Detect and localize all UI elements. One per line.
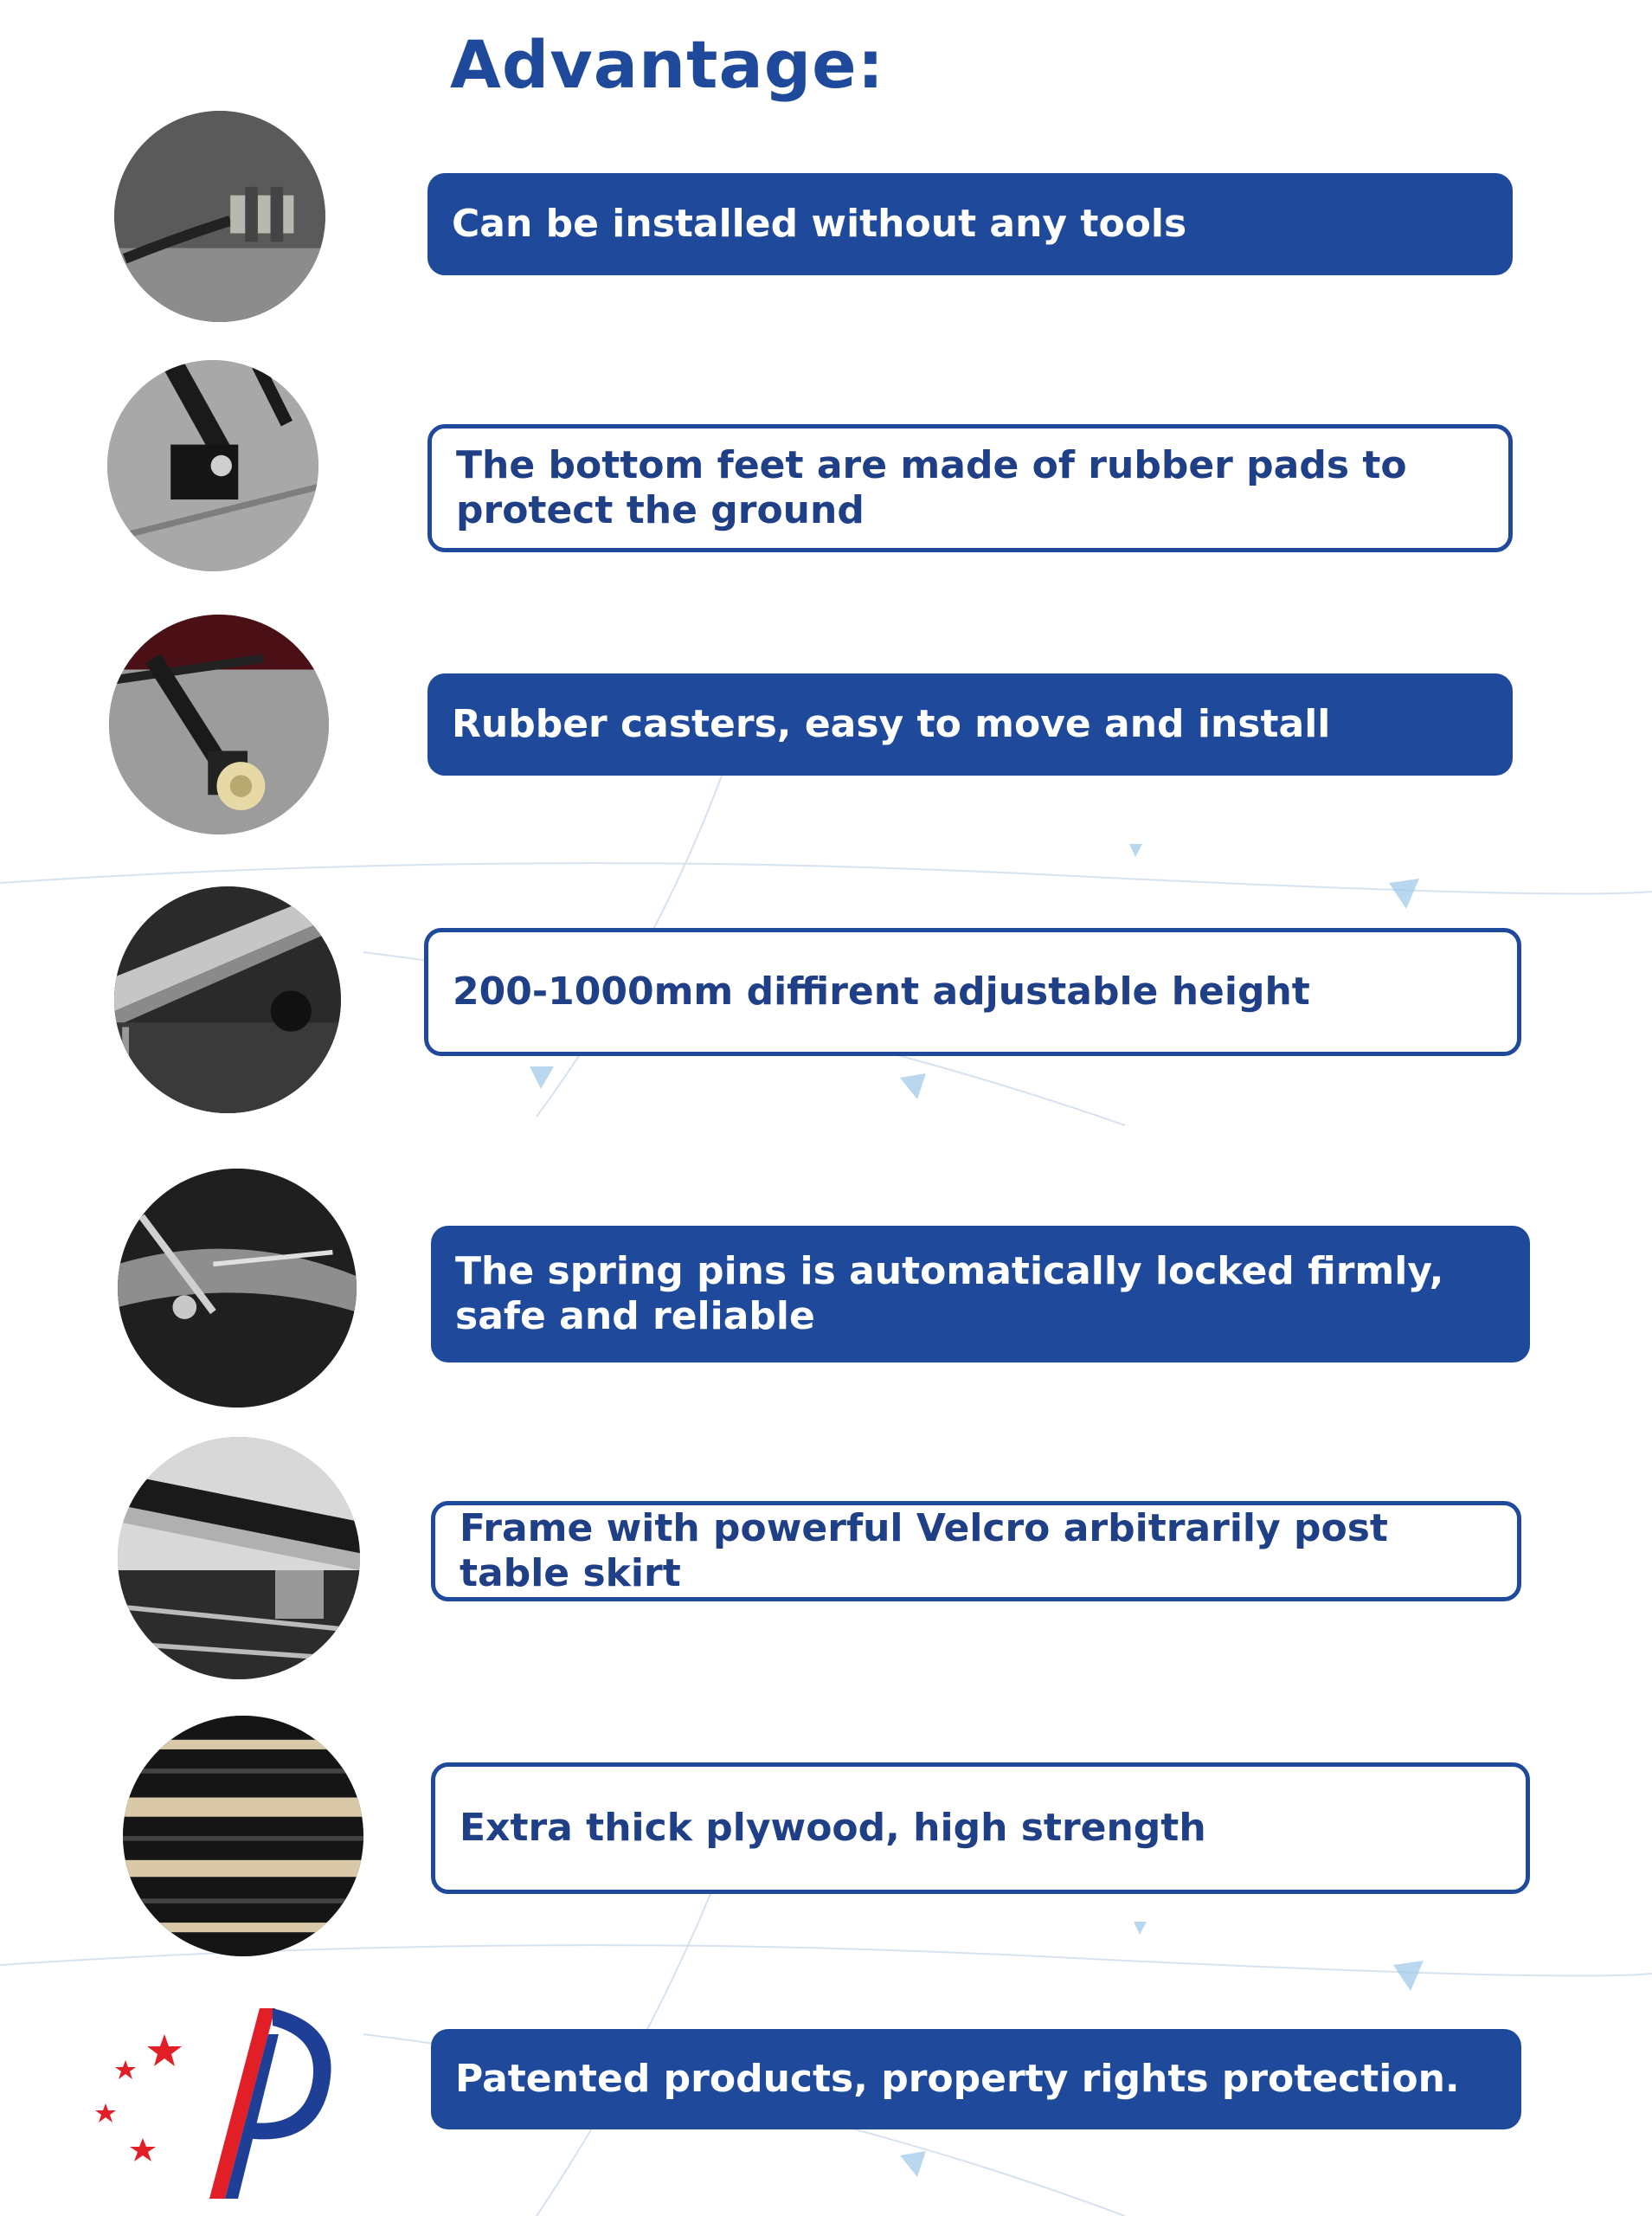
feature-box-rubber-casters: Rubber casters, easy to move and install [427,673,1513,776]
feature-box-spring-pins: The spring pins is automatically locked firmly, safe and reliable [431,1226,1530,1362]
page-title: Advantage: [450,26,885,103]
feature-box-patented: Patented products, property rights protection. [431,2029,1521,2129]
frame-edge-photo-icon [118,1437,360,1679]
patent-logo-icon [95,2000,337,2199]
adjustable-leg-photo-icon [114,886,341,1113]
plywood-layers-photo-icon [123,1716,363,1956]
spring-pin-photo-icon [118,1169,357,1408]
feature-box-adjustable-height: 200-1000mm diffirent adjustable height [424,928,1521,1056]
caster-wheel-photo-icon [109,615,329,834]
rubber-foot-photo-icon [107,360,318,571]
feature-box-no-tools: Can be installed without any tools [427,173,1513,275]
feature-box-plywood: Extra thick plywood, high strength [431,1762,1530,1894]
feature-box-velcro-frame: Frame with powerful Velcro arbitrarily post table skirt [431,1501,1521,1601]
hose-connector-photo-icon [114,111,325,322]
feature-box-rubber-pads: The bottom feet are made of rubber pads to protect the ground [427,424,1513,552]
